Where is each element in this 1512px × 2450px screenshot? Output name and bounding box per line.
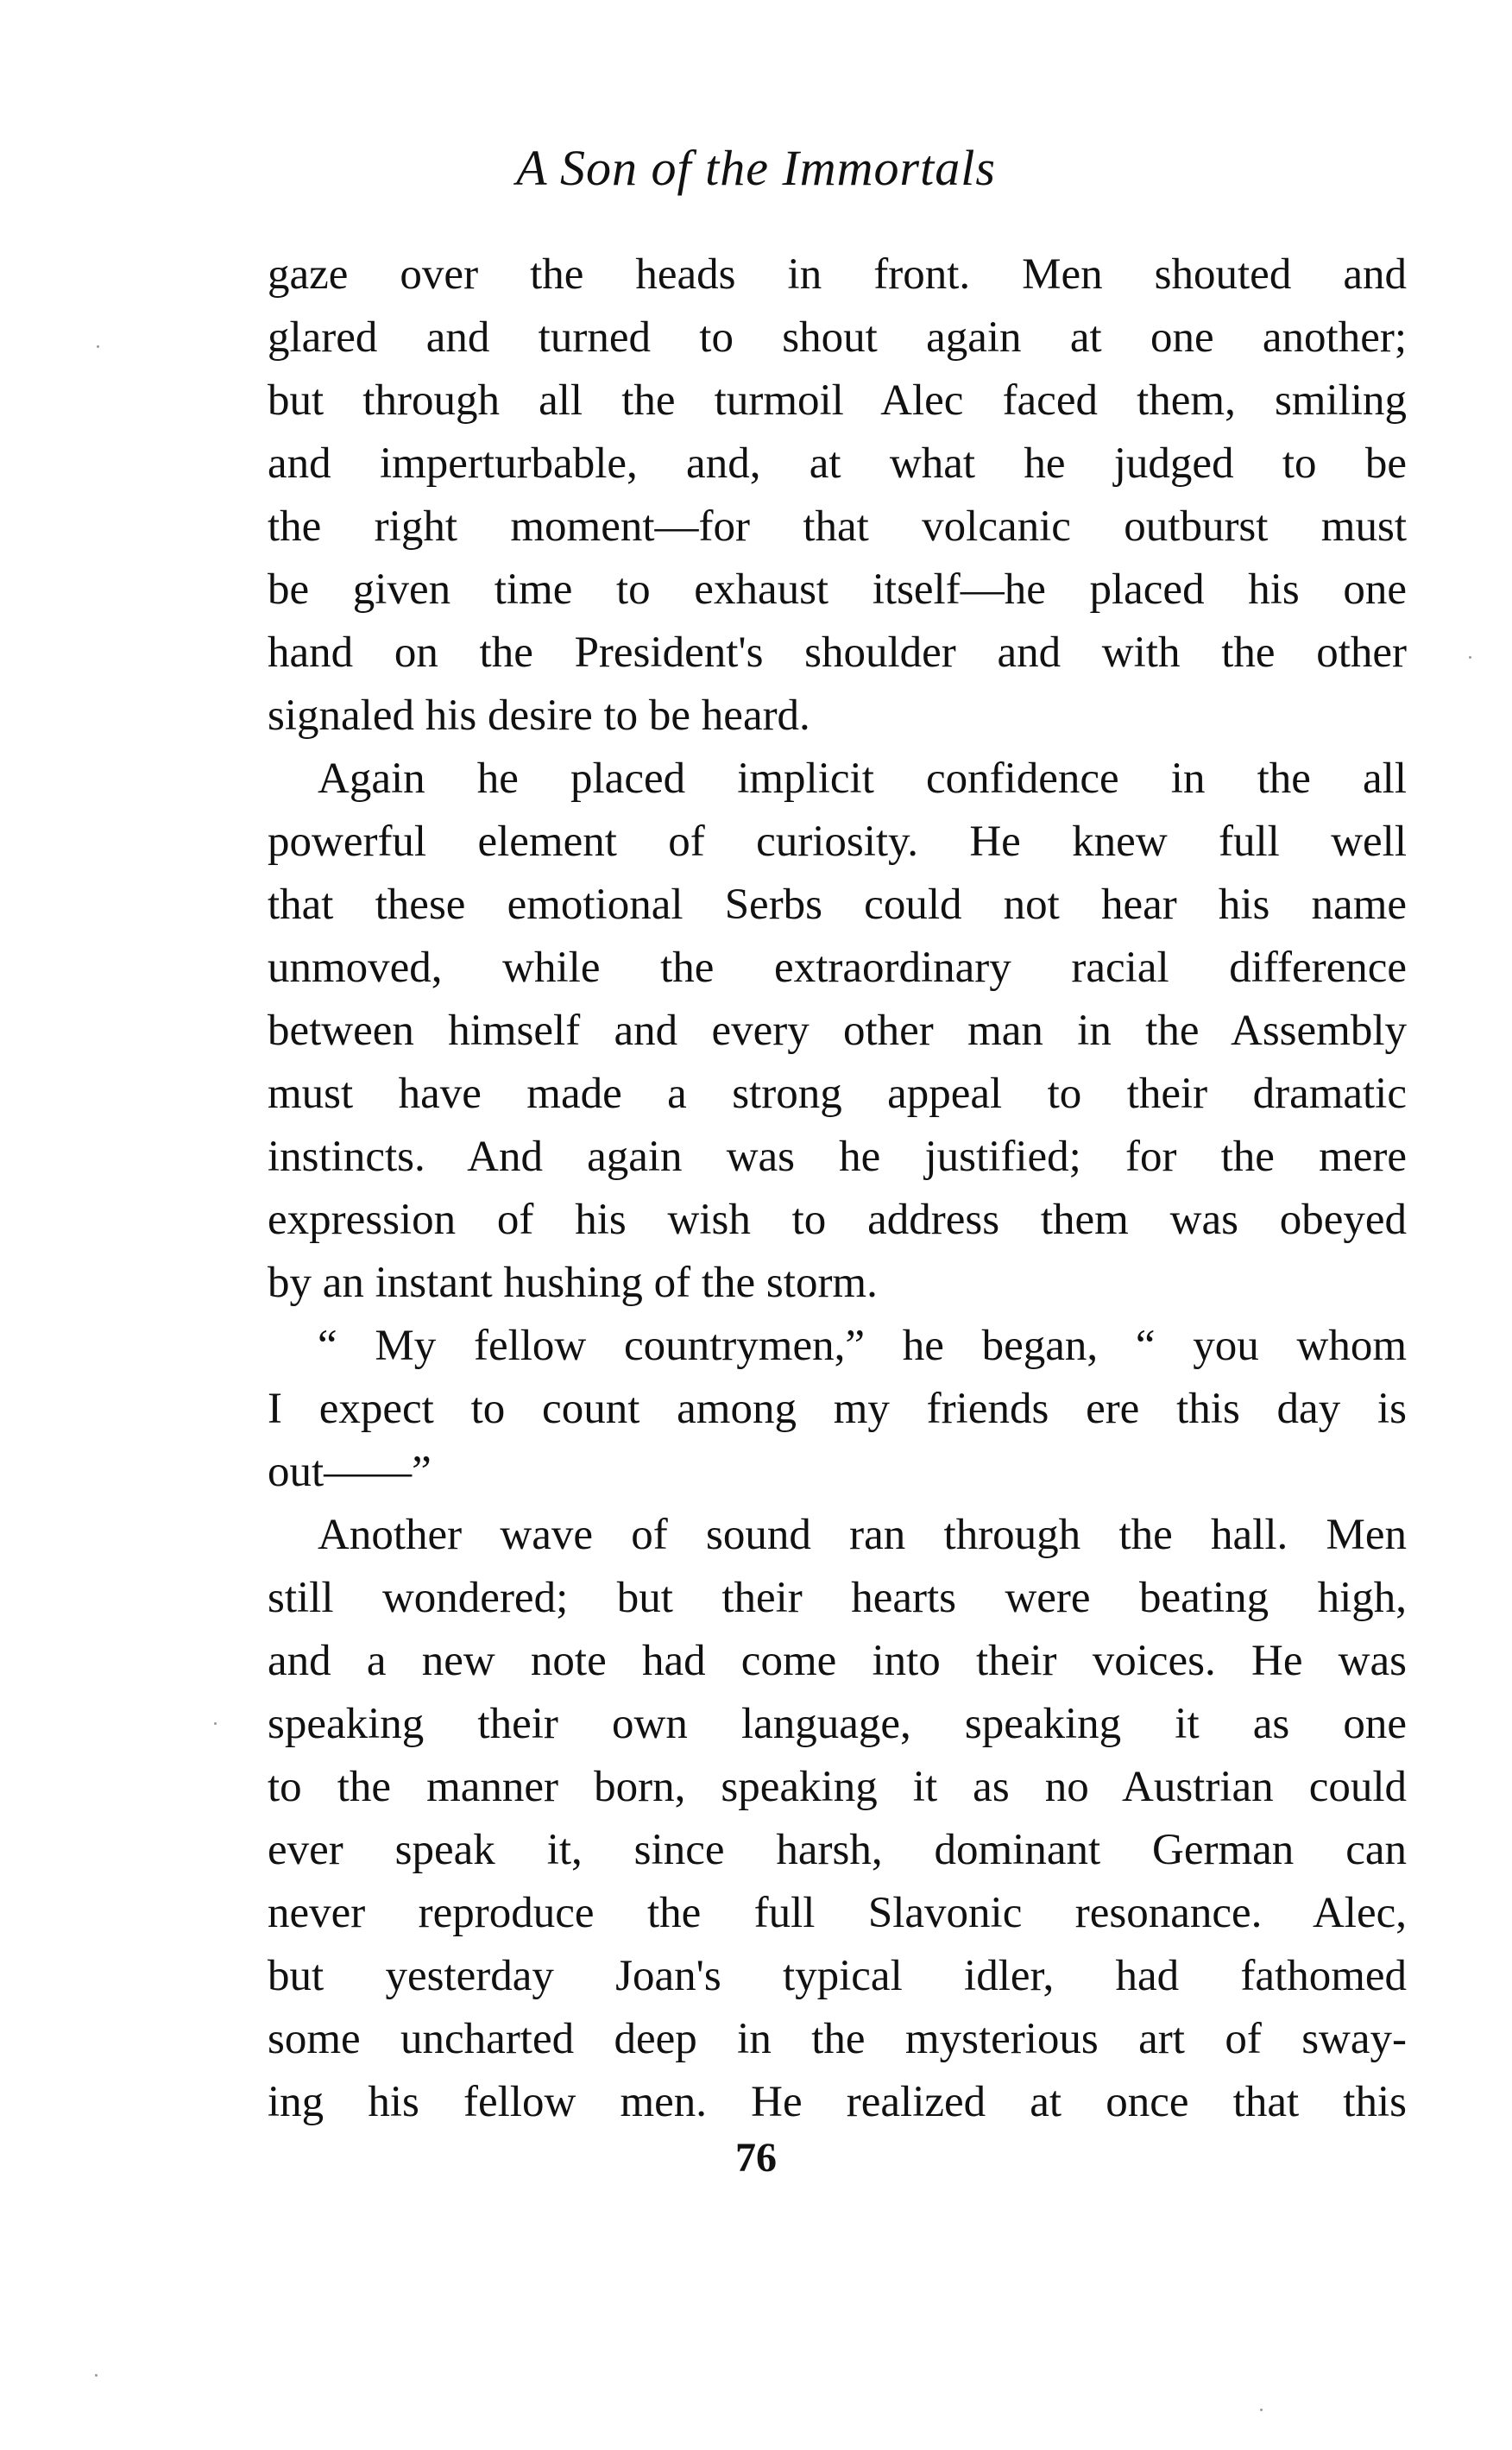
text-line: be given time to exhaust itself—he placed his one bbox=[268, 565, 1407, 614]
text-line: “ My fellow countrymen,” he began, “ you whom bbox=[318, 1322, 1407, 1370]
text-line: and a new note had come into their voices. He was bbox=[268, 1637, 1407, 1685]
paper-speck bbox=[1469, 656, 1471, 659]
paper-speck bbox=[214, 1722, 217, 1725]
text-line: some uncharted deep in the mysterious art of sway- bbox=[268, 2015, 1407, 2063]
text-line: signaled his desire to be heard. bbox=[268, 691, 810, 740]
text-line: expression of his wish to address them was obeyed bbox=[268, 1196, 1407, 1244]
paper-speck bbox=[1260, 2409, 1263, 2411]
text-line: Another wave of sound ran through the hall. Men bbox=[318, 1511, 1407, 1559]
text-line: to the manner born, speaking it as no Austrian could bbox=[268, 1763, 1407, 1811]
text-line: ing his fellow men. He realized at once that this bbox=[268, 2078, 1407, 2126]
text-line: ever speak it, since harsh, dominant German can bbox=[268, 1826, 1407, 1874]
paper-speck bbox=[97, 345, 99, 348]
text-line: the right moment—for that volcanic outburst must bbox=[268, 502, 1407, 551]
page-number: 76 bbox=[735, 2135, 777, 2181]
text-line: still wondered; but their hearts were beating high, bbox=[268, 1574, 1407, 1622]
body-text bbox=[268, 243, 1407, 2134]
text-line: gaze over the heads in front. Men shouted and bbox=[268, 250, 1407, 299]
text-line: must have made a strong appeal to their dramatic bbox=[268, 1070, 1407, 1118]
text-line: never reproduce the full Slavonic resonance. Alec, bbox=[268, 1889, 1407, 1937]
text-line: Again he placed implicit confidence in the all bbox=[318, 755, 1407, 803]
text-line: that these emotional Serbs could not hear his name bbox=[268, 881, 1407, 929]
text-line: powerful element of curiosity. He knew full well bbox=[268, 818, 1407, 866]
running-title: A Son of the Immortals bbox=[516, 140, 996, 196]
text-line: between himself and every other man in the Assembly bbox=[268, 1007, 1407, 1055]
text-line: and imperturbable, and, at what he judged to be bbox=[268, 439, 1407, 488]
text-line: by an instant hushing of the storm. bbox=[268, 1259, 878, 1307]
paper-speck bbox=[95, 2374, 98, 2377]
text-line: instincts. And again was he justified; for the mere bbox=[268, 1133, 1407, 1181]
text-line: unmoved, while the extraordinary racial difference bbox=[268, 944, 1407, 992]
text-line: but yesterday Joan's typical idler, had fathomed bbox=[268, 1952, 1407, 2000]
text-line: speaking their own language, speaking it as one bbox=[268, 1700, 1407, 1748]
text-line: but through all the turmoil Alec faced them, smiling bbox=[268, 376, 1407, 425]
text-line: hand on the President's shoulder and with the other bbox=[268, 628, 1407, 677]
text-line: I expect to count among my friends ere this day is bbox=[268, 1385, 1407, 1433]
text-line: out——” bbox=[268, 1448, 432, 1496]
text-line: glared and turned to shout again at one another; bbox=[268, 313, 1407, 362]
